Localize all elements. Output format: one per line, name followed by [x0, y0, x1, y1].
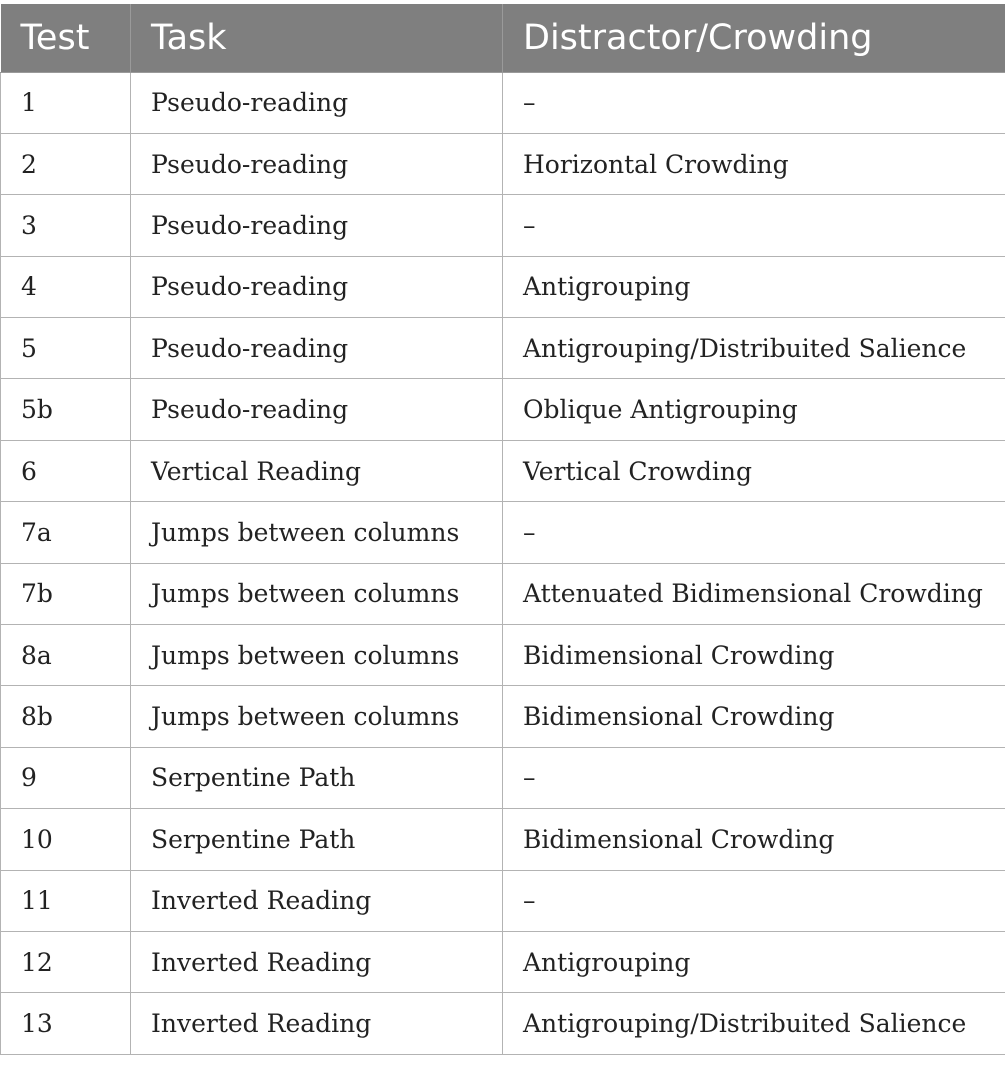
test-cell: 2: [1, 133, 131, 194]
distractor-cell: Attenuated Bidimensional Crowding: [503, 563, 1005, 624]
test-cell: 7b: [1, 563, 131, 624]
table-row: [1, 379, 1005, 440]
distractor-cell: –: [503, 72, 1005, 133]
distractor-cell: Oblique Antigrouping: [503, 379, 1005, 440]
distractor-cell: Antigrouping: [503, 256, 1005, 317]
test-cell: 13: [1, 993, 131, 1054]
distractor-cell: –: [503, 502, 1005, 563]
test-cell: 4: [1, 256, 131, 317]
test-cell: 5b: [1, 379, 131, 440]
header-distractor-crowding: Distractor/Crowding: [503, 4, 1005, 72]
task-cell: Pseudo-reading: [131, 195, 503, 256]
table-row: [1, 502, 1005, 563]
distractor-cell: –: [503, 195, 1005, 256]
task-cell: Jumps between columns: [131, 502, 503, 563]
test-cell: 7a: [1, 502, 131, 563]
task-cell: Jumps between columns: [131, 625, 503, 686]
task-cell: Inverted Reading: [131, 931, 503, 992]
task-cell: Pseudo-reading: [131, 133, 503, 194]
distractor-cell: Bidimensional Crowding: [503, 809, 1005, 870]
header-row: [1, 4, 1005, 72]
task-cell: Vertical Reading: [131, 440, 503, 501]
task-cell: Pseudo-reading: [131, 379, 503, 440]
table-row: [1, 318, 1005, 379]
table-row: [1, 686, 1005, 747]
distractor-cell: Antigrouping/Distribuited Salience: [503, 993, 1005, 1054]
distractor-cell: –: [503, 870, 1005, 931]
table-header: [1, 4, 1005, 72]
task-cell: Pseudo-reading: [131, 256, 503, 317]
distractor-cell: –: [503, 747, 1005, 808]
test-cell: 10: [1, 809, 131, 870]
distractor-cell: Antigrouping: [503, 931, 1005, 992]
table-row: [1, 195, 1005, 256]
table-row: [1, 72, 1005, 133]
table-row: [1, 256, 1005, 317]
test-cell: 12: [1, 931, 131, 992]
table-row: [1, 625, 1005, 686]
distractor-cell: Vertical Crowding: [503, 440, 1005, 501]
test-cell: 11: [1, 870, 131, 931]
header-task: Task: [131, 4, 503, 72]
test-cell: 5: [1, 318, 131, 379]
task-cell: Jumps between columns: [131, 563, 503, 624]
table-row: [1, 870, 1005, 931]
table-row: [1, 563, 1005, 624]
test-cell: 3: [1, 195, 131, 256]
distractor-cell: Bidimensional Crowding: [503, 625, 1005, 686]
task-cell: Serpentine Path: [131, 809, 503, 870]
table-row: [1, 931, 1005, 992]
table-row: [1, 809, 1005, 870]
distractor-cell: Antigrouping/Distribuited Salience: [503, 318, 1005, 379]
task-cell: Serpentine Path: [131, 747, 503, 808]
task-cell: Jumps between columns: [131, 686, 503, 747]
test-cell: 8a: [1, 625, 131, 686]
test-cell: 1: [1, 72, 131, 133]
distractor-cell: Bidimensional Crowding: [503, 686, 1005, 747]
table-body: [1, 72, 1005, 1054]
task-cell: Pseudo-reading: [131, 318, 503, 379]
table-row: [1, 747, 1005, 808]
table-row: [1, 993, 1005, 1054]
test-cell: 6: [1, 440, 131, 501]
test-table: [0, 4, 1005, 1055]
task-cell: Inverted Reading: [131, 993, 503, 1054]
task-cell: Inverted Reading: [131, 870, 503, 931]
table-row: [1, 440, 1005, 501]
header-test: Test: [1, 4, 131, 72]
test-cell: 9: [1, 747, 131, 808]
task-cell: Pseudo-reading: [131, 72, 503, 133]
table-row: [1, 133, 1005, 194]
data-table-container: [0, 4, 1005, 1055]
test-cell: 8b: [1, 686, 131, 747]
distractor-cell: Horizontal Crowding: [503, 133, 1005, 194]
